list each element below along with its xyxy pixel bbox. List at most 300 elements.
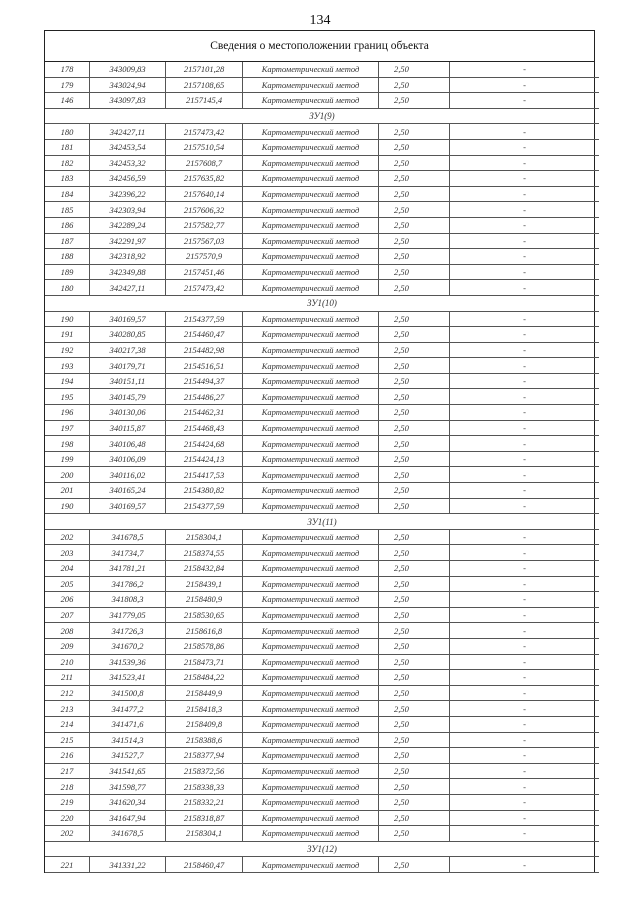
x-coordinate-cell: 341471,6: [90, 716, 166, 732]
point-number-cell: 216: [45, 748, 90, 764]
x-coordinate-cell: 340179,71: [90, 358, 166, 374]
method-cell: Картометрический метод: [243, 467, 379, 483]
x-coordinate-cell: 341527,7: [90, 748, 166, 764]
point-number-cell: 181: [45, 139, 90, 155]
table-row: [45, 779, 599, 795]
accuracy-cell: 2,50: [379, 810, 450, 826]
x-coordinate-cell: 340165,24: [90, 483, 166, 499]
description-cell: -: [450, 264, 600, 280]
method-cell: Картометрический метод: [243, 794, 379, 810]
description-cell: -: [450, 217, 600, 233]
accuracy-cell: 2,50: [379, 389, 450, 405]
method-cell: Картометрический метод: [243, 358, 379, 374]
description-cell: -: [450, 545, 600, 561]
method-cell: Картометрический метод: [243, 311, 379, 327]
table-row: [45, 93, 599, 109]
description-cell: -: [450, 810, 600, 826]
accuracy-cell: 2,50: [379, 654, 450, 670]
description-cell: -: [450, 826, 600, 842]
y-coordinate-cell: 2157108,65: [166, 77, 243, 93]
table-row: [45, 670, 599, 686]
point-number-cell: 146: [45, 93, 90, 109]
x-coordinate-cell: 341734,7: [90, 545, 166, 561]
y-coordinate-cell: 2158480,9: [166, 592, 243, 608]
accuracy-cell: 2,50: [379, 202, 450, 218]
y-coordinate-cell: 2157473,42: [166, 280, 243, 296]
method-cell: Картометрический метод: [243, 670, 379, 686]
point-number-cell: 217: [45, 763, 90, 779]
point-number-cell: 190: [45, 311, 90, 327]
x-coordinate-cell: 342427,11: [90, 280, 166, 296]
point-number-cell: 219: [45, 794, 90, 810]
description-cell: -: [450, 280, 600, 296]
table-row: [45, 342, 599, 358]
point-number-cell: 202: [45, 529, 90, 545]
accuracy-cell: 2,50: [379, 358, 450, 374]
x-coordinate-cell: 341477,2: [90, 701, 166, 717]
y-coordinate-cell: 2158530,65: [166, 607, 243, 623]
y-coordinate-cell: 2154417,53: [166, 467, 243, 483]
table-row: [45, 545, 599, 561]
point-number-cell: 197: [45, 420, 90, 436]
point-number-cell: 199: [45, 451, 90, 467]
accuracy-cell: 2,50: [379, 576, 450, 592]
table-row: [45, 171, 599, 187]
y-coordinate-cell: 2154377,59: [166, 498, 243, 514]
description-cell: -: [450, 592, 600, 608]
accuracy-cell: 2,50: [379, 716, 450, 732]
x-coordinate-cell: 341331,22: [90, 857, 166, 873]
point-number-cell: 210: [45, 654, 90, 670]
table-row: [45, 561, 599, 577]
description-cell: -: [450, 311, 600, 327]
method-cell: Картометрический метод: [243, 857, 379, 873]
method-cell: Картометрический метод: [243, 233, 379, 249]
y-coordinate-cell: 2154380,82: [166, 483, 243, 499]
boundary-table-sheet: [44, 30, 595, 873]
point-number-cell: 184: [45, 186, 90, 202]
method-cell: Картометрический метод: [243, 623, 379, 639]
method-cell: Картометрический метод: [243, 685, 379, 701]
description-cell: -: [450, 763, 600, 779]
point-number-cell: 180: [45, 124, 90, 140]
table-row: [45, 716, 599, 732]
point-number-cell: 186: [45, 217, 90, 233]
accuracy-cell: 2,50: [379, 342, 450, 358]
x-coordinate-cell: 342291,97: [90, 233, 166, 249]
point-number-cell: 179: [45, 77, 90, 93]
y-coordinate-cell: 2154460,47: [166, 327, 243, 343]
method-cell: Картометрический метод: [243, 264, 379, 280]
point-number-cell: 203: [45, 545, 90, 561]
accuracy-cell: 2,50: [379, 592, 450, 608]
y-coordinate-cell: 2157582,77: [166, 217, 243, 233]
description-cell: -: [450, 420, 600, 436]
method-cell: Картометрический метод: [243, 576, 379, 592]
method-cell: Картометрический метод: [243, 716, 379, 732]
description-cell: -: [450, 794, 600, 810]
accuracy-cell: 2,50: [379, 186, 450, 202]
table-row: [45, 358, 599, 374]
table-row: [45, 373, 599, 389]
method-cell: Картометрический метод: [243, 280, 379, 296]
y-coordinate-cell: 2157570,9: [166, 249, 243, 265]
accuracy-cell: 2,50: [379, 857, 450, 873]
table-row: [45, 155, 599, 171]
point-number-cell: 196: [45, 405, 90, 421]
group-label: ЗУ1(10): [45, 295, 599, 311]
x-coordinate-cell: 341808,3: [90, 592, 166, 608]
description-cell: -: [450, 186, 600, 202]
table-row: [45, 592, 599, 608]
x-coordinate-cell: 340280,85: [90, 327, 166, 343]
accuracy-cell: 2,50: [379, 233, 450, 249]
y-coordinate-cell: 2154494,37: [166, 373, 243, 389]
table-row: [45, 810, 599, 826]
method-cell: Картометрический метод: [243, 327, 379, 343]
point-number-cell: 182: [45, 155, 90, 171]
method-cell: Картометрический метод: [243, 732, 379, 748]
description-cell: -: [450, 139, 600, 155]
y-coordinate-cell: 2157101,28: [166, 62, 243, 77]
description-cell: -: [450, 607, 600, 623]
method-cell: Картометрический метод: [243, 592, 379, 608]
accuracy-cell: 2,50: [379, 763, 450, 779]
table-row: [45, 249, 599, 265]
y-coordinate-cell: 2157510,54: [166, 139, 243, 155]
accuracy-cell: 2,50: [379, 794, 450, 810]
method-cell: Картометрический метод: [243, 139, 379, 155]
table-row: [45, 826, 599, 842]
x-coordinate-cell: 342303,94: [90, 202, 166, 218]
accuracy-cell: 2,50: [379, 264, 450, 280]
x-coordinate-cell: 340217,38: [90, 342, 166, 358]
description-cell: -: [450, 171, 600, 187]
description-cell: -: [450, 623, 600, 639]
point-number-cell: 221: [45, 857, 90, 873]
x-coordinate-cell: 342318,92: [90, 249, 166, 265]
point-number-cell: 200: [45, 467, 90, 483]
accuracy-cell: 2,50: [379, 545, 450, 561]
description-cell: -: [450, 467, 600, 483]
page-number: 134: [309, 13, 331, 28]
x-coordinate-cell: 342456,59: [90, 171, 166, 187]
description-cell: -: [450, 654, 600, 670]
x-coordinate-cell: 341541,65: [90, 763, 166, 779]
x-coordinate-cell: 341779,05: [90, 607, 166, 623]
accuracy-cell: 2,50: [379, 779, 450, 795]
table-row: [45, 420, 599, 436]
point-number-cell: 202: [45, 826, 90, 842]
y-coordinate-cell: 2157451,46: [166, 264, 243, 280]
point-number-cell: 195: [45, 389, 90, 405]
point-number-cell: 191: [45, 327, 90, 343]
x-coordinate-cell: 341678,5: [90, 529, 166, 545]
x-coordinate-cell: 340106,48: [90, 436, 166, 452]
description-cell: -: [450, 233, 600, 249]
x-coordinate-cell: 340151,11: [90, 373, 166, 389]
y-coordinate-cell: 2154377,59: [166, 311, 243, 327]
x-coordinate-cell: 341786,2: [90, 576, 166, 592]
description-cell: -: [450, 124, 600, 140]
description-cell: -: [450, 405, 600, 421]
point-number-cell: 189: [45, 264, 90, 280]
x-coordinate-cell: 340106,09: [90, 451, 166, 467]
accuracy-cell: 2,50: [379, 436, 450, 452]
y-coordinate-cell: 2158338,33: [166, 779, 243, 795]
table-row: [45, 685, 599, 701]
table-row: [45, 654, 599, 670]
method-cell: Картометрический метод: [243, 763, 379, 779]
group-header-row: [45, 295, 599, 311]
point-number-cell: 206: [45, 592, 90, 608]
y-coordinate-cell: 2158304,1: [166, 529, 243, 545]
table-row: [45, 483, 599, 499]
description-cell: -: [450, 670, 600, 686]
method-cell: Картометрический метод: [243, 826, 379, 842]
table-header-title: Сведения о местоположении границ объекта: [45, 31, 594, 62]
method-cell: Картометрический метод: [243, 561, 379, 577]
table-row: [45, 436, 599, 452]
y-coordinate-cell: 2154462,31: [166, 405, 243, 421]
table-row: [45, 217, 599, 233]
y-coordinate-cell: 2158388,6: [166, 732, 243, 748]
point-number-cell: 190: [45, 498, 90, 514]
y-coordinate-cell: 2154424,68: [166, 436, 243, 452]
y-coordinate-cell: 2158374,55: [166, 545, 243, 561]
x-coordinate-cell: 341620,34: [90, 794, 166, 810]
y-coordinate-cell: 2158484,22: [166, 670, 243, 686]
point-number-cell: 194: [45, 373, 90, 389]
table-row: [45, 124, 599, 140]
method-cell: Картометрический метод: [243, 451, 379, 467]
accuracy-cell: 2,50: [379, 217, 450, 233]
description-cell: -: [450, 779, 600, 795]
description-cell: -: [450, 451, 600, 467]
point-number-cell: 220: [45, 810, 90, 826]
accuracy-cell: 2,50: [379, 607, 450, 623]
point-number-cell: 208: [45, 623, 90, 639]
description-cell: -: [450, 77, 600, 93]
table-row: [45, 529, 599, 545]
method-cell: Картометрический метод: [243, 654, 379, 670]
accuracy-cell: 2,50: [379, 139, 450, 155]
point-number-cell: 185: [45, 202, 90, 218]
x-coordinate-cell: 340169,57: [90, 311, 166, 327]
point-number-cell: 201: [45, 483, 90, 499]
point-number-cell: 180: [45, 280, 90, 296]
x-coordinate-cell: 342427,11: [90, 124, 166, 140]
group-label: ЗУ1(12): [45, 841, 599, 857]
boundary-points-table: [45, 62, 599, 873]
table-row: [45, 139, 599, 155]
method-cell: Картометрический метод: [243, 638, 379, 654]
table-row: [45, 498, 599, 514]
method-cell: Картометрический метод: [243, 93, 379, 109]
method-cell: Картометрический метод: [243, 607, 379, 623]
method-cell: Картометрический метод: [243, 171, 379, 187]
x-coordinate-cell: 342453,32: [90, 155, 166, 171]
description-cell: -: [450, 389, 600, 405]
accuracy-cell: 2,50: [379, 77, 450, 93]
method-cell: Картометрический метод: [243, 62, 379, 77]
accuracy-cell: 2,50: [379, 483, 450, 499]
accuracy-cell: 2,50: [379, 561, 450, 577]
method-cell: Картометрический метод: [243, 405, 379, 421]
accuracy-cell: 2,50: [379, 280, 450, 296]
y-coordinate-cell: 2158473,71: [166, 654, 243, 670]
point-number-cell: 193: [45, 358, 90, 374]
point-number-cell: 218: [45, 779, 90, 795]
y-coordinate-cell: 2158616,8: [166, 623, 243, 639]
description-cell: -: [450, 685, 600, 701]
method-cell: Картометрический метод: [243, 748, 379, 764]
y-coordinate-cell: 2158439,1: [166, 576, 243, 592]
x-coordinate-cell: 341670,2: [90, 638, 166, 654]
table-row: [45, 701, 599, 717]
table-row: [45, 763, 599, 779]
method-cell: Картометрический метод: [243, 545, 379, 561]
method-cell: Картометрический метод: [243, 498, 379, 514]
description-cell: -: [450, 342, 600, 358]
accuracy-cell: 2,50: [379, 373, 450, 389]
y-coordinate-cell: 2157567,03: [166, 233, 243, 249]
method-cell: Картометрический метод: [243, 77, 379, 93]
accuracy-cell: 2,50: [379, 249, 450, 265]
method-cell: Картометрический метод: [243, 420, 379, 436]
table-row: [45, 389, 599, 405]
x-coordinate-cell: 343024,94: [90, 77, 166, 93]
x-coordinate-cell: 341500,8: [90, 685, 166, 701]
y-coordinate-cell: 2158332,21: [166, 794, 243, 810]
point-number-cell: 213: [45, 701, 90, 717]
description-cell: -: [450, 358, 600, 374]
description-cell: -: [450, 155, 600, 171]
accuracy-cell: 2,50: [379, 529, 450, 545]
description-cell: -: [450, 483, 600, 499]
method-cell: Картометрический метод: [243, 373, 379, 389]
accuracy-cell: 2,50: [379, 327, 450, 343]
y-coordinate-cell: 2158418,3: [166, 701, 243, 717]
method-cell: Картометрический метод: [243, 389, 379, 405]
method-cell: Картометрический метод: [243, 124, 379, 140]
table-row: [45, 311, 599, 327]
y-coordinate-cell: 2154486,27: [166, 389, 243, 405]
table-row: [45, 576, 599, 592]
accuracy-cell: 2,50: [379, 498, 450, 514]
y-coordinate-cell: 2158377,94: [166, 748, 243, 764]
y-coordinate-cell: 2157606,32: [166, 202, 243, 218]
x-coordinate-cell: 342289,24: [90, 217, 166, 233]
x-coordinate-cell: 341781,21: [90, 561, 166, 577]
method-cell: Картометрический метод: [243, 779, 379, 795]
method-cell: Картометрический метод: [243, 249, 379, 265]
table-row: [45, 327, 599, 343]
point-number-cell: 214: [45, 716, 90, 732]
x-coordinate-cell: 342453,54: [90, 139, 166, 155]
accuracy-cell: 2,50: [379, 420, 450, 436]
y-coordinate-cell: 2154482,98: [166, 342, 243, 358]
description-cell: -: [450, 202, 600, 218]
description-cell: -: [450, 716, 600, 732]
x-coordinate-cell: 341726,3: [90, 623, 166, 639]
method-cell: Картометрический метод: [243, 529, 379, 545]
y-coordinate-cell: 2154468,43: [166, 420, 243, 436]
method-cell: Картометрический метод: [243, 436, 379, 452]
y-coordinate-cell: 2158460,47: [166, 857, 243, 873]
description-cell: -: [450, 93, 600, 109]
point-number-cell: 188: [45, 249, 90, 265]
x-coordinate-cell: 342349,88: [90, 264, 166, 280]
table-row: [45, 405, 599, 421]
accuracy-cell: 2,50: [379, 124, 450, 140]
method-cell: Картометрический метод: [243, 186, 379, 202]
table-row: [45, 186, 599, 202]
x-coordinate-cell: 343097,83: [90, 93, 166, 109]
description-cell: -: [450, 638, 600, 654]
description-cell: -: [450, 62, 600, 77]
accuracy-cell: 2,50: [379, 467, 450, 483]
table-row: [45, 451, 599, 467]
x-coordinate-cell: 340130,06: [90, 405, 166, 421]
y-coordinate-cell: 2157145,4: [166, 93, 243, 109]
x-coordinate-cell: 341678,5: [90, 826, 166, 842]
table-row: [45, 607, 599, 623]
x-coordinate-cell: 340169,57: [90, 498, 166, 514]
point-number-cell: 204: [45, 561, 90, 577]
description-cell: -: [450, 373, 600, 389]
accuracy-cell: 2,50: [379, 670, 450, 686]
x-coordinate-cell: 341647,94: [90, 810, 166, 826]
y-coordinate-cell: 2158432,84: [166, 561, 243, 577]
accuracy-cell: 2,50: [379, 748, 450, 764]
y-coordinate-cell: 2158304,1: [166, 826, 243, 842]
accuracy-cell: 2,50: [379, 451, 450, 467]
y-coordinate-cell: 2158372,56: [166, 763, 243, 779]
x-coordinate-cell: 343009,83: [90, 62, 166, 77]
y-coordinate-cell: 2157608,7: [166, 155, 243, 171]
table-row: [45, 280, 599, 296]
group-label: ЗУ1(9): [45, 108, 599, 124]
y-coordinate-cell: 2158578,86: [166, 638, 243, 654]
point-number-cell: 192: [45, 342, 90, 358]
accuracy-cell: 2,50: [379, 311, 450, 327]
method-cell: Картометрический метод: [243, 217, 379, 233]
y-coordinate-cell: 2154516,51: [166, 358, 243, 374]
method-cell: Картометрический метод: [243, 155, 379, 171]
x-coordinate-cell: 342396,22: [90, 186, 166, 202]
description-cell: -: [450, 561, 600, 577]
x-coordinate-cell: 341539,36: [90, 654, 166, 670]
description-cell: -: [450, 327, 600, 343]
table-row: [45, 857, 599, 873]
method-cell: Картометрический метод: [243, 342, 379, 358]
accuracy-cell: 2,50: [379, 732, 450, 748]
method-cell: Картометрический метод: [243, 810, 379, 826]
accuracy-cell: 2,50: [379, 826, 450, 842]
point-number-cell: 187: [45, 233, 90, 249]
accuracy-cell: 2,50: [379, 638, 450, 654]
table-row: [45, 732, 599, 748]
table-row: [45, 638, 599, 654]
table-row: [45, 794, 599, 810]
group-header-row: [45, 841, 599, 857]
y-coordinate-cell: 2158318,87: [166, 810, 243, 826]
accuracy-cell: 2,50: [379, 701, 450, 717]
point-number-cell: 205: [45, 576, 90, 592]
accuracy-cell: 2,50: [379, 62, 450, 77]
x-coordinate-cell: 341598,77: [90, 779, 166, 795]
